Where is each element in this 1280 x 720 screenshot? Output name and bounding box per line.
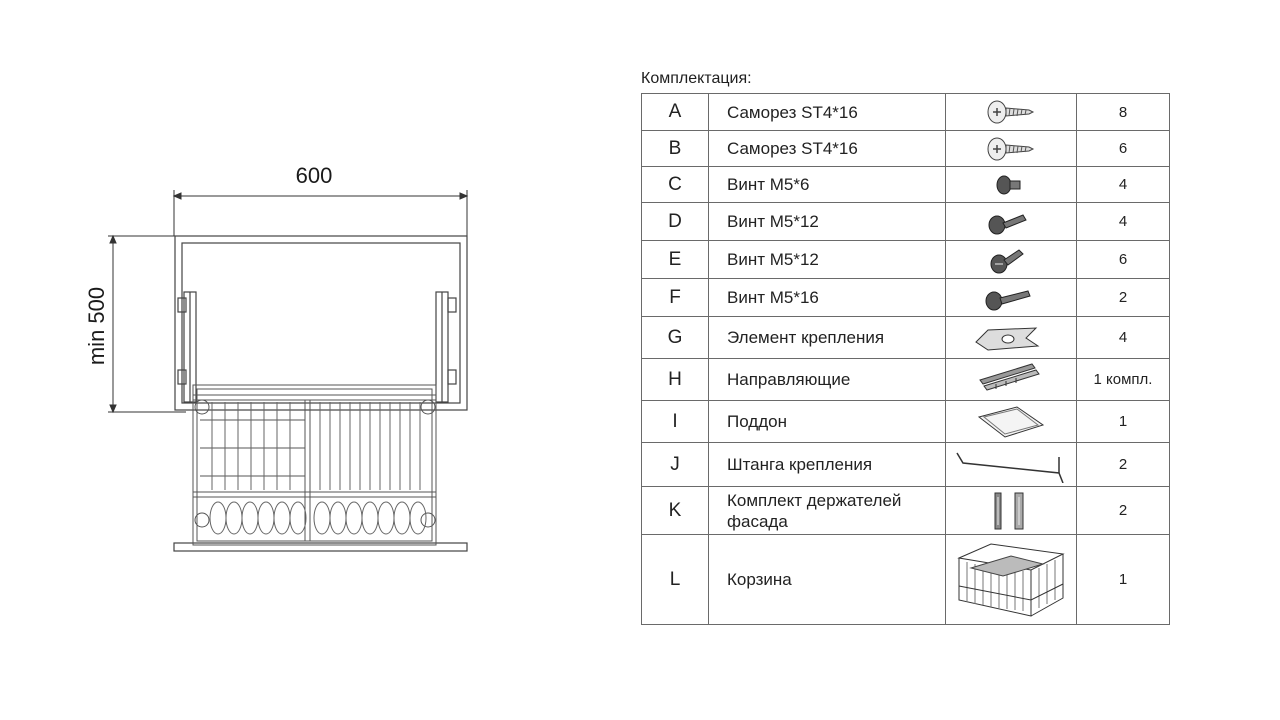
part-name: Поддон bbox=[709, 401, 946, 443]
part-quantity: 4 bbox=[1077, 317, 1170, 359]
plate-rack bbox=[210, 502, 426, 534]
basket-right-wires bbox=[320, 402, 420, 490]
part-code: L bbox=[642, 535, 709, 625]
part-quantity: 2 bbox=[1077, 487, 1170, 535]
part-code: G bbox=[642, 317, 709, 359]
part-name: Направляющие bbox=[709, 359, 946, 401]
part-quantity: 1 bbox=[1077, 401, 1170, 443]
part-quantity: 2 bbox=[1077, 443, 1170, 487]
part-name: Корзина bbox=[709, 535, 946, 625]
parts-table bbox=[641, 93, 1170, 625]
cabinet-body bbox=[174, 236, 467, 551]
part-quantity: 2 bbox=[1077, 279, 1170, 317]
part-quantity: 4 bbox=[1077, 167, 1170, 203]
part-name: Винт M5*12 bbox=[709, 241, 946, 279]
part-name: Штанга крепления bbox=[709, 443, 946, 487]
short-screw-icon bbox=[986, 171, 1036, 199]
table-row bbox=[642, 203, 1170, 241]
table-row bbox=[642, 131, 1170, 167]
drip-tray-icon bbox=[971, 403, 1051, 441]
part-name: Винт M5*16 bbox=[709, 279, 946, 317]
part-name: Элемент крепления bbox=[709, 317, 946, 359]
table-row bbox=[642, 535, 1170, 625]
part-quantity: 6 bbox=[1077, 241, 1170, 279]
part-code: J bbox=[642, 443, 709, 487]
part-name: Комплект держателей фасада bbox=[709, 487, 946, 535]
long-screw-icon bbox=[976, 283, 1046, 313]
part-code: D bbox=[642, 203, 709, 241]
basket-left-wires bbox=[212, 402, 290, 490]
table-row bbox=[642, 443, 1170, 487]
width-dimension bbox=[174, 190, 467, 236]
part-quantity: 4 bbox=[1077, 203, 1170, 241]
part-name: Винт M5*12 bbox=[709, 203, 946, 241]
countersunk-screw-icon bbox=[981, 134, 1041, 164]
mounting-rod-icon bbox=[951, 447, 1071, 483]
table-row bbox=[642, 241, 1170, 279]
facade-holders-icon bbox=[981, 489, 1041, 533]
table-row bbox=[642, 167, 1170, 203]
table-row bbox=[642, 401, 1170, 443]
table-row bbox=[642, 359, 1170, 401]
table-row bbox=[642, 487, 1170, 535]
height-label: min 500 bbox=[84, 286, 109, 366]
part-code: H bbox=[642, 359, 709, 401]
part-code: A bbox=[642, 94, 709, 131]
part-name: Винт M5*6 bbox=[709, 167, 946, 203]
part-code: I bbox=[642, 401, 709, 443]
machine-screw-icon bbox=[981, 245, 1041, 275]
part-quantity: 8 bbox=[1077, 94, 1170, 131]
machine-screw-icon bbox=[981, 207, 1041, 237]
table-row bbox=[642, 279, 1170, 317]
basket-icon bbox=[951, 538, 1071, 622]
table-row bbox=[642, 317, 1170, 359]
part-code: F bbox=[642, 279, 709, 317]
part-code: K bbox=[642, 487, 709, 535]
parts-list-title: Комплектация: bbox=[641, 70, 752, 87]
slide-rails-icon bbox=[966, 362, 1056, 398]
part-code: B bbox=[642, 131, 709, 167]
countersunk-screw-icon bbox=[981, 97, 1041, 127]
part-quantity: 1 bbox=[1077, 535, 1170, 625]
part-code: C bbox=[642, 167, 709, 203]
part-quantity: 6 bbox=[1077, 131, 1170, 167]
width-label: 600 bbox=[295, 163, 333, 188]
part-code: E bbox=[642, 241, 709, 279]
height-dimension bbox=[108, 236, 186, 412]
cabinet-drawing bbox=[0, 0, 620, 720]
table-row bbox=[642, 94, 1170, 131]
part-name: Саморез ST4*16 bbox=[709, 131, 946, 167]
mounting-bracket-icon bbox=[966, 320, 1056, 356]
part-quantity: 1 компл. bbox=[1077, 359, 1170, 401]
part-name: Саморез ST4*16 bbox=[709, 94, 946, 131]
